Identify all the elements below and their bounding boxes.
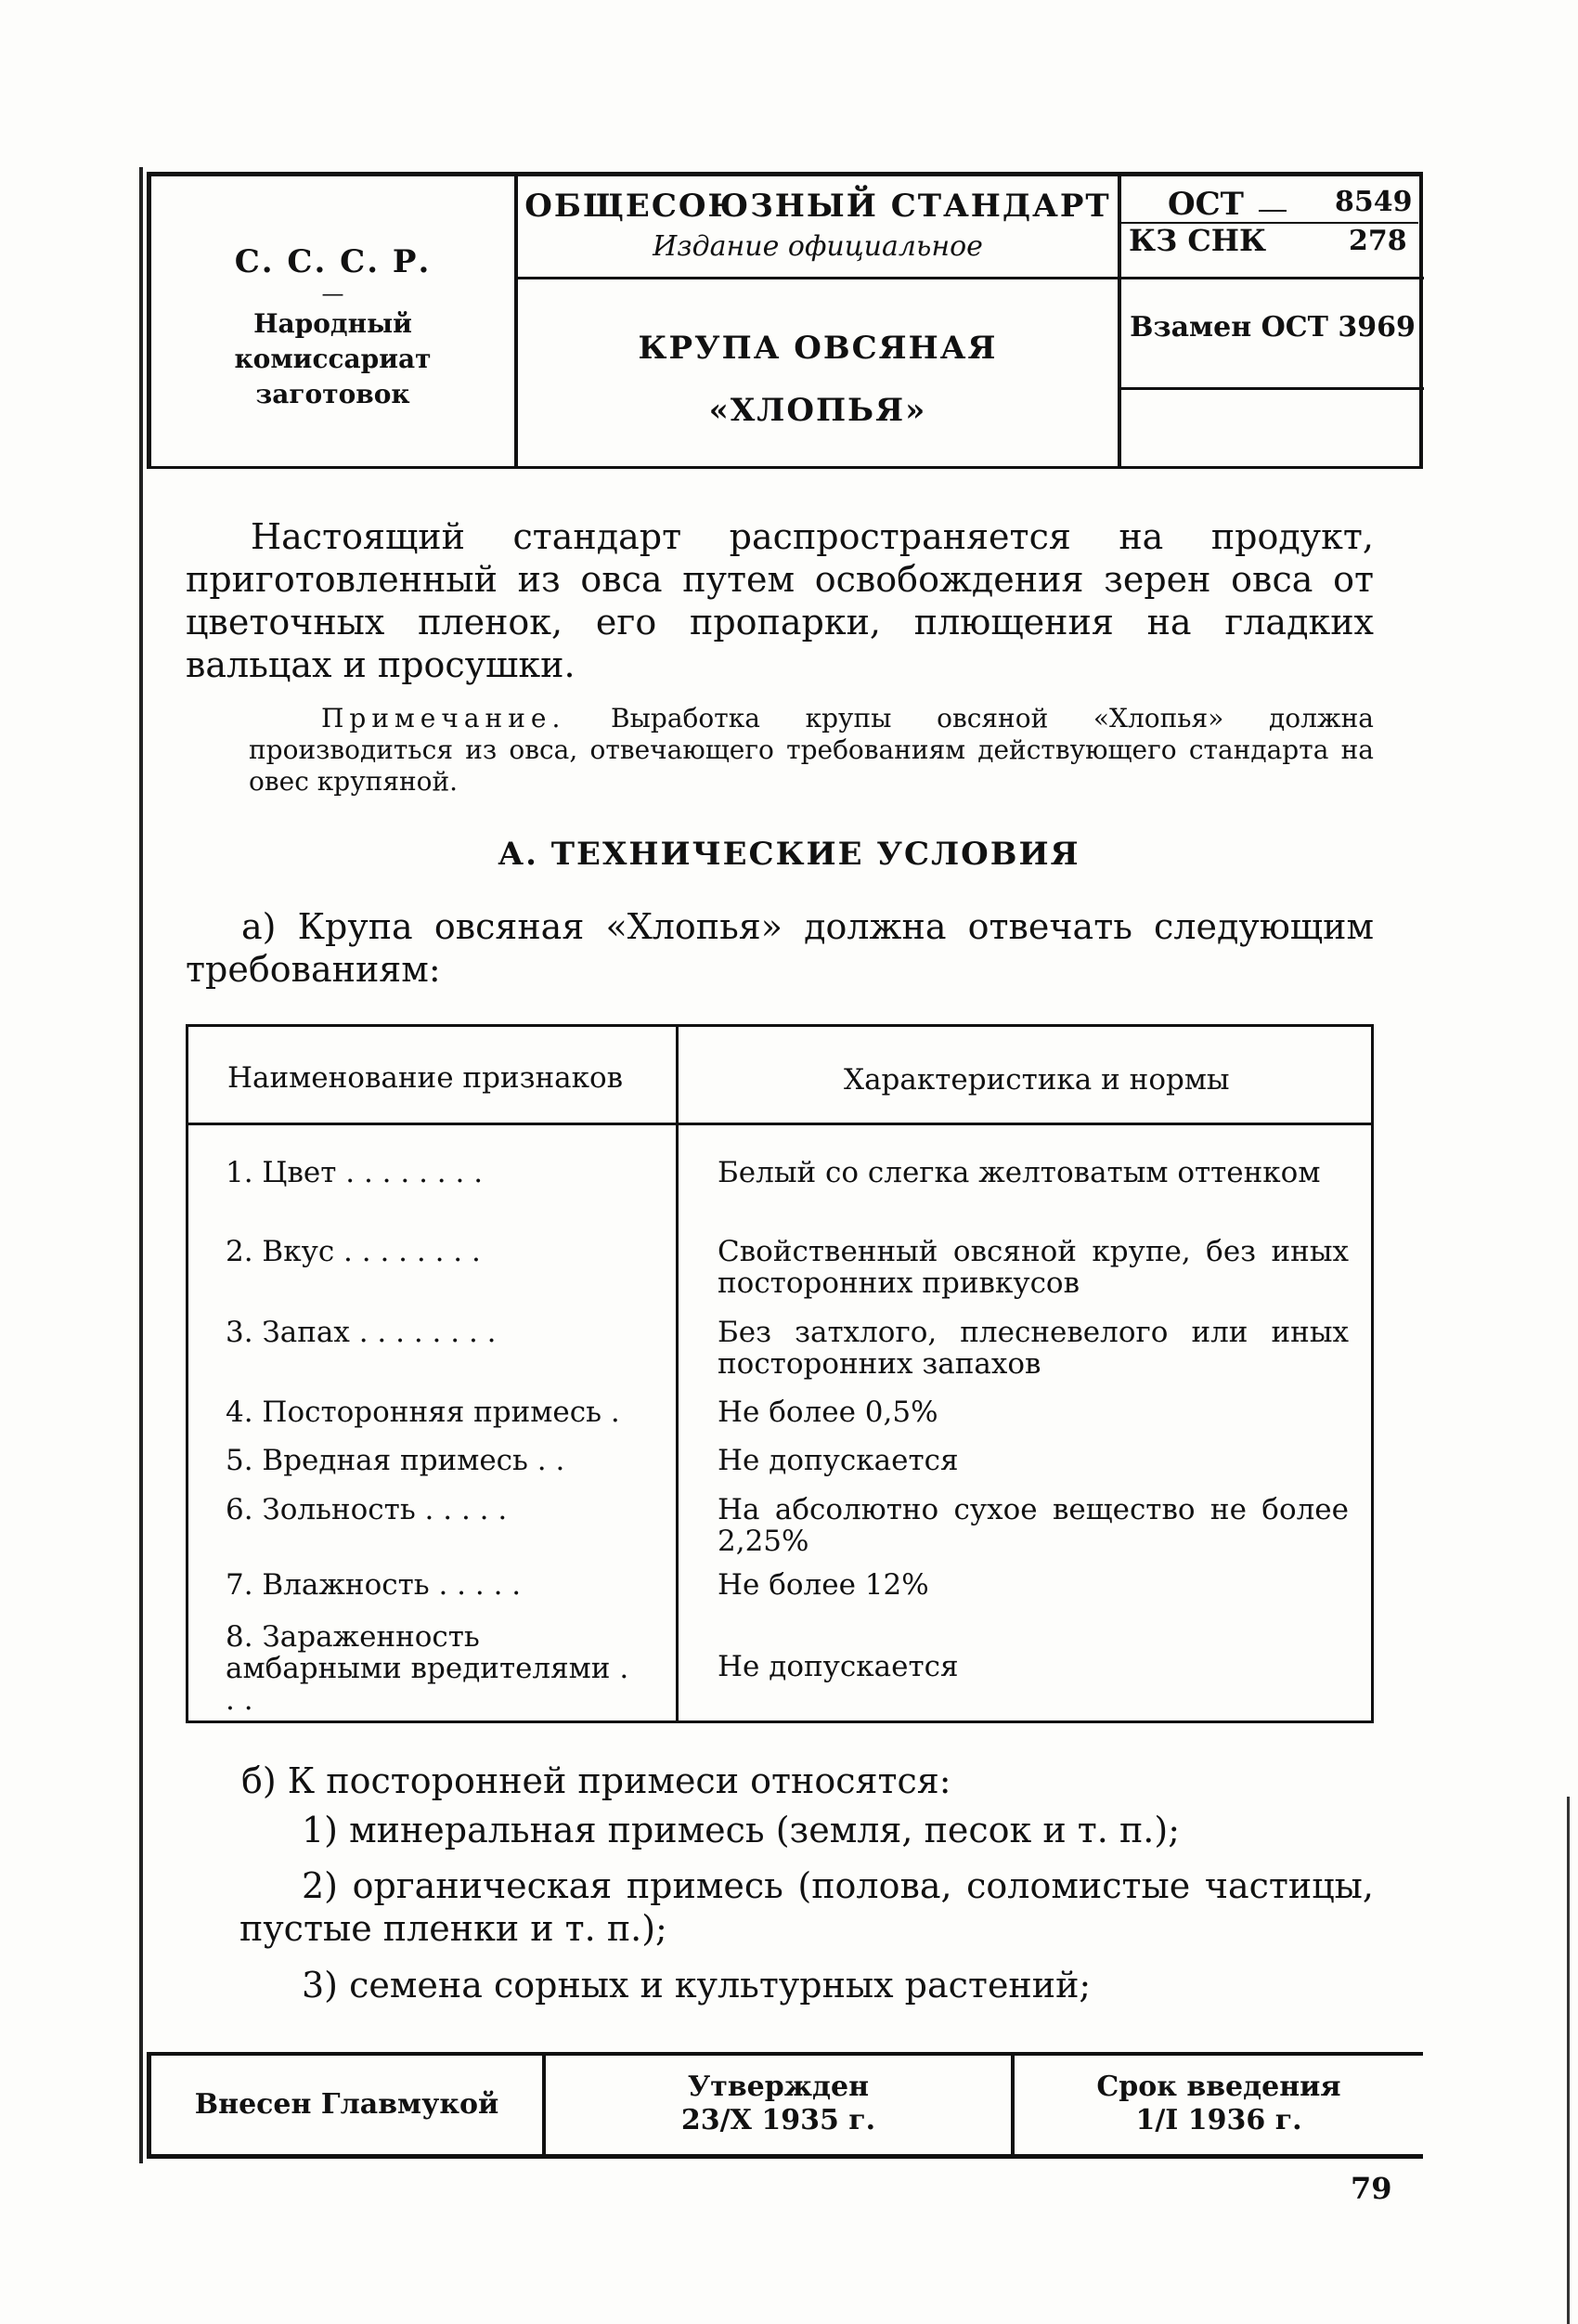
table-row-value: На абсолютно сухое вещество не более 2,25% bbox=[718, 1493, 1349, 1558]
issuer-column bbox=[151, 176, 518, 466]
ost-number: 8549 bbox=[1335, 186, 1413, 218]
approved-cell bbox=[546, 2056, 1015, 2154]
kz-number: 278 bbox=[1349, 225, 1407, 257]
table-row-value: Без затхлого, плесневелого или иных посторонних запахов bbox=[718, 1316, 1349, 1381]
agency-line-3: заготовок bbox=[255, 379, 410, 409]
kz-label: КЗ СНК bbox=[1129, 223, 1267, 258]
table-row-name: 4. Посторонняя примесь . bbox=[226, 1396, 620, 1429]
clause-a: а) Крупа овсяная «Хлопья» должна отвечать следующим требованиям: bbox=[186, 906, 1374, 990]
effective-cell bbox=[1015, 2056, 1423, 2154]
page-number: 79 bbox=[1351, 2171, 1392, 2206]
table-row-value: Не более 0,5% bbox=[718, 1396, 938, 1429]
table-row-value: Не допускается bbox=[718, 1650, 959, 1683]
standard-type: ОБЩЕСОЮЗНЫЙ СТАНДАРТ bbox=[524, 188, 1111, 225]
table-row-name: 1. Цвет . . . . . . . . bbox=[226, 1156, 484, 1189]
table-row-value: Свойственный овсяной крупе, без иных посторонних привкусов bbox=[718, 1235, 1349, 1300]
section-a-heading: А. ТЕХНИЧЕСКИЕ УСЛОВИЯ bbox=[498, 836, 1080, 873]
code-column bbox=[1121, 176, 1424, 466]
requirements-table bbox=[186, 1024, 1374, 1723]
intro-note bbox=[249, 703, 1374, 798]
title-separator bbox=[518, 277, 1118, 279]
fraction-dash bbox=[1259, 210, 1287, 212]
edition-label: Издание официальное bbox=[653, 230, 983, 263]
submitted-by: Внесен Главмукой bbox=[194, 2088, 499, 2121]
table-row-value: Не допускается bbox=[718, 1444, 959, 1477]
replaces-separator bbox=[1121, 387, 1424, 390]
clause-b-item-1: 1) минеральная примесь (земля, песок и т. п.); bbox=[302, 1810, 1180, 1850]
approved-date: 23/X 1935 г. bbox=[680, 2104, 876, 2136]
standard-title: КРУПА ОВСЯНАЯ bbox=[638, 330, 998, 367]
effective-label: Срок введения bbox=[1096, 2071, 1341, 2103]
country-label: С. С. С. Р. bbox=[234, 243, 432, 280]
effective-date: 1/I 1936 г. bbox=[1135, 2104, 1302, 2136]
clause-b-item-3: 3) семена сорных и культурных растений; bbox=[302, 1965, 1092, 2006]
intro-paragraph: Настоящий стандарт распространяется на продукт, приготовленный из овса путем освобождения зерен овса от цветочных пленок, его пропарки, плющения на гладких вальцах и просушки. bbox=[186, 516, 1374, 685]
table-row-name: 8. Зараженность амбарными вредителями . . . bbox=[226, 1620, 629, 1717]
country-dash: — bbox=[321, 280, 344, 306]
col2-header: Характеристика и нормы bbox=[844, 1063, 1230, 1097]
table-row-name: 5. Вредная примесь . . bbox=[226, 1444, 565, 1477]
table-row-name: 7. Влажность . . . . . bbox=[226, 1568, 522, 1602]
table-row-value: Белый со слегка желтоватым оттенком bbox=[718, 1156, 1321, 1189]
table-row-name: 2. Вкус . . . . . . . . bbox=[226, 1235, 481, 1268]
standard-subtitle: «ХЛОПЬЯ» bbox=[708, 392, 927, 429]
submitted-cell bbox=[151, 2056, 546, 2154]
table-row-value: Не более 12% bbox=[718, 1568, 929, 1602]
standard-header bbox=[147, 172, 1423, 469]
note-text: Выработка крупы овсяной «Хлопья» должна производиться из овса, отвечающего требованиям действующего стандарта на овес крупяной. bbox=[249, 703, 1374, 797]
scan-edge-line bbox=[1567, 1797, 1570, 2324]
header-rule bbox=[188, 1123, 1371, 1125]
table-row-name: 6. Зольность . . . . . bbox=[226, 1493, 508, 1526]
table-row-name: 3. Запах . . . . . . . . bbox=[226, 1316, 497, 1349]
table-column-divider bbox=[676, 1027, 679, 1720]
col1-header: Наименование признаков bbox=[227, 1061, 624, 1095]
clause-b-intro: б) К посторонней примеси относятся: bbox=[241, 1760, 951, 1801]
approved-label: Утвержден bbox=[687, 2071, 870, 2103]
approval-footer bbox=[147, 2052, 1423, 2159]
issuer-agency bbox=[151, 306, 514, 412]
agency-line-1: Народный bbox=[253, 308, 412, 339]
code-separator bbox=[1121, 277, 1424, 279]
agency-line-2: комиссариат bbox=[234, 344, 432, 374]
clause-b-item-2: 2) органическая примесь (полова, соломистые частицы, пустые пленки и т. п.); bbox=[239, 1865, 1374, 1949]
ost-label: ОСТ bbox=[1168, 186, 1244, 223]
replaces-label: Взамен ОСТ 3969 bbox=[1130, 311, 1416, 344]
note-label: Примечание. bbox=[321, 703, 566, 734]
scan-margin-line bbox=[139, 167, 143, 2163]
title-column bbox=[518, 176, 1121, 466]
